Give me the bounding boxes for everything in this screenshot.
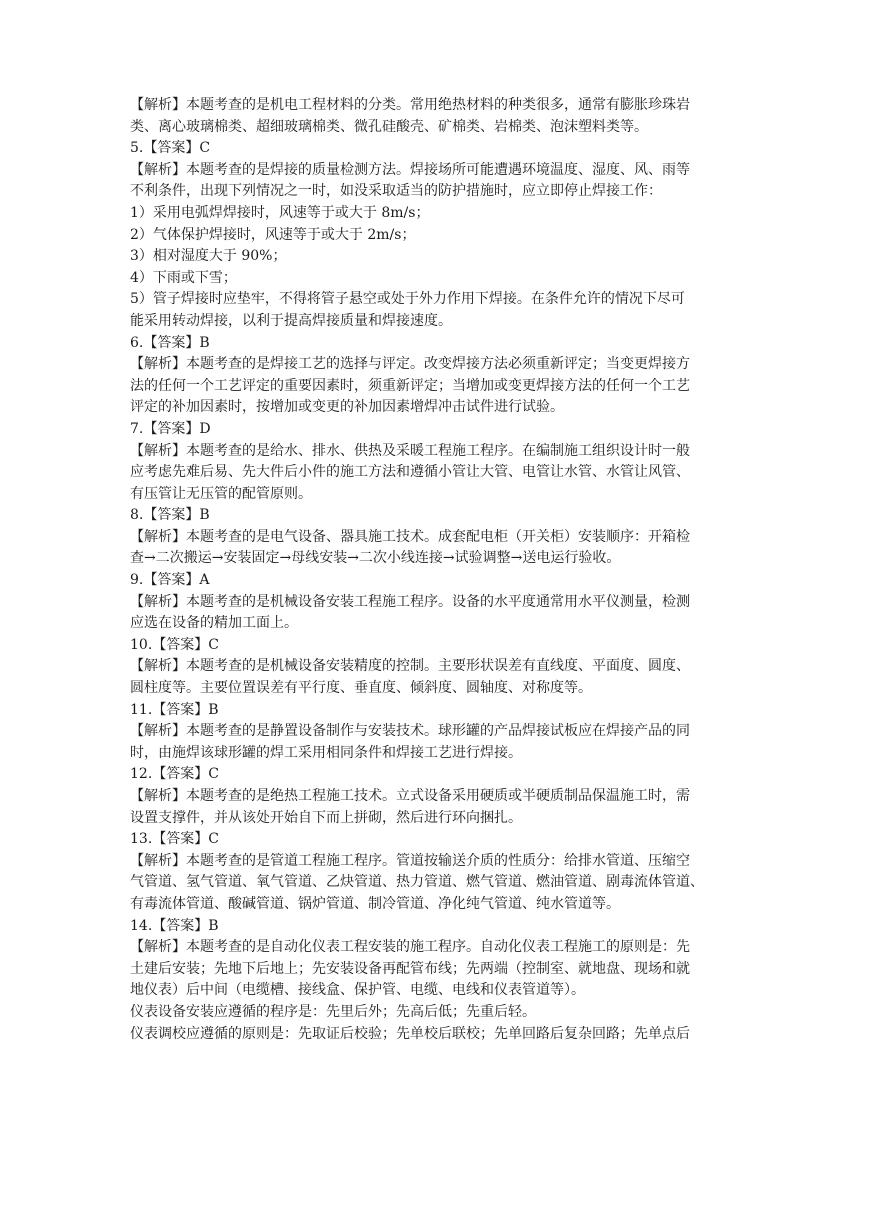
text-line: 6.【答案】B (130, 334, 210, 351)
text-line: 11.【答案】B (130, 701, 219, 718)
text-line: 土建后安装；先地下后地上；先安装设备再配管布线；先两端（控制室、就地盘、现场和就 (130, 960, 690, 977)
text-line: 12.【答案】C (130, 766, 219, 783)
text-line: 14.【答案】B (130, 917, 219, 934)
text-line: 【解析】本题考查的是自动化仪表工程安装的施工程序。自动化仪表工程施工的原则是：先 (130, 939, 690, 956)
text-line: 类、离心玻璃棉类、超细玻璃棉类、微孔硅酸壳、矿棉类、岩棉类、泡沫塑料类等。 (130, 118, 648, 135)
text-line: 【解析】本题考查的是机电工程材料的分类。常用绝热材料的种类很多，通常有膨胀珍珠岩 (130, 97, 690, 113)
text-line: 【解析】本题考查的是给水、排水、供热及采暖工程施工程序。在编制施工组织设计时一般 (130, 442, 690, 459)
text-line: 应考虑先难后易、先大件后小件的施工方法和遵循小管让大管、电管让水管、水管让风管、 (130, 464, 690, 481)
text-line: 法的任何一个工艺评定的重要因素时，须重新评定；当增加或变更焊接方法的任何一个工艺 (130, 377, 690, 394)
text-line: 仪表调校应遵循的原则是：先取证后校验；先单校后联校；先单回路后复杂回路；先单点后 (130, 1025, 690, 1042)
text-line: 10.【答案】C (130, 636, 219, 653)
text-line: 有压管让无压管的配管原则。 (130, 485, 312, 502)
text-line: 应选在设备的精加工面上。 (130, 615, 298, 632)
text-line: 【解析】本题考查的是静置设备制作与安装技术。球形罐的产品焊接试板应在焊接产品的同 (130, 723, 690, 740)
text-line: 3）相对湿度大于 90%； (130, 248, 287, 265)
text-line: 能采用转动焊接，以利于提高焊接质量和焊接速度。 (130, 312, 452, 329)
text-line: 仪表设备安装应遵循的程序是：先里后外；先高后低；先重后轻。 (130, 1003, 536, 1020)
text-line: 设置支撑件，并从该处开始自下而上拼砌，然后进行环向捆扎。 (130, 809, 522, 826)
text-line: 气管道、氢气管道、氧气管道、乙炔管道、热力管道、燃气管道、燃油管道、剧毒流体管道、 (130, 874, 704, 891)
text-line: 不利条件，出现下列情况之一时，如没采取适当的防护措施时，应立即停止焊接工作： (130, 183, 662, 200)
text-line: 2）气体保护焊接时，风速等于或大于 2m/s； (130, 226, 416, 243)
text-line: 评定的补加因素时，按增加或变更的补加因素增焊冲击试件进行试验。 (130, 399, 564, 416)
text-line: 【解析】本题考查的是焊接的质量检测方法。焊接场所可能遭遇环境温度、湿度、风、雨等 (130, 161, 690, 178)
text-line: 有毒流体管道、酸碱管道、锅炉管道、制冷管道、净化纯气管道、纯水管道等。 (130, 895, 620, 912)
text-line: 【解析】本题考查的是绝热工程施工技术。立式设备采用硬质或半硬质制品保温施工时，需 (130, 788, 690, 804)
text-line: 7.【答案】D (130, 420, 211, 437)
text-line: 9.【答案】A (130, 572, 210, 589)
text-line: 【解析】本题考查的是焊接工艺的选择与评定。改变焊接方法必须重新评定；当变更焊接方 (130, 356, 690, 373)
text-line: 查→二次搬运→安装固定→母线安装→二次小线连接→试验调整→送电运行验收。 (130, 550, 621, 567)
text-line: 时，由施焊该球形罐的焊工采用相同条件和焊接工艺进行焊接。 (130, 744, 522, 761)
text-line: 【解析】本题考查的是机械设备安装精度的控制。主要形状误差有直线度、平面度、圆度、 (130, 658, 690, 675)
text-line: 5.【答案】C (130, 140, 211, 157)
document-body (130, 95, 742, 1045)
text-line: 【解析】本题考查的是电气设备、器具施工技术。成套配电柜（开关柜）安装顺序：开箱检 (130, 528, 690, 545)
text-line: 13.【答案】C (130, 831, 219, 848)
text-line: 【解析】本题考查的是管道工程施工程序。管道按输送介质的性质分：给排水管道、压缩空 (130, 852, 690, 869)
text-line: 1）采用电弧焊焊接时，风速等于或大于 8m/s； (130, 204, 430, 221)
text-line: 4）下雨或下雪； (130, 269, 237, 286)
text-line: 5）管子焊接时应垫牢，不得将管子悬空或处于外力作用下焊接。在条件允许的情况下尽可 (130, 291, 685, 308)
text-line: 8.【答案】B (130, 507, 210, 524)
text-line: 圆柱度等。主要位置误差有平行度、垂直度、倾斜度、圆轴度、对称度等。 (130, 680, 592, 697)
text-line: 【解析】本题考查的是机械设备安装工程施工程序。设备的水平度通常用水平仪测量，检测 (130, 593, 690, 610)
text-line: 地仪表）后中间（电缆槽、接线盒、保护管、电缆、电线和仪表管道等）。 (130, 982, 585, 999)
